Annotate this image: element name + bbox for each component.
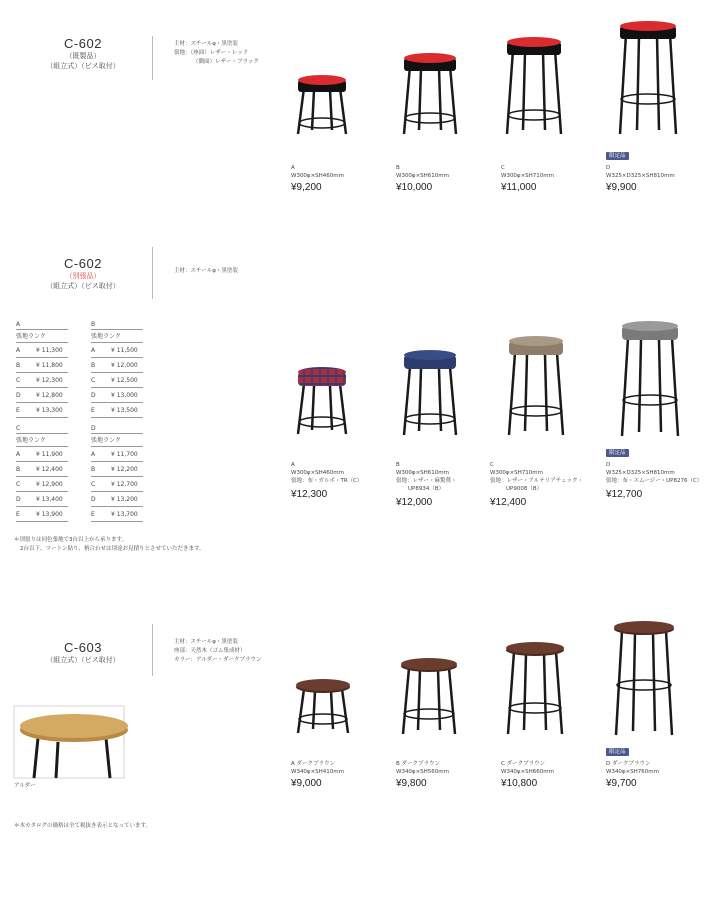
spec-text — [174, 40, 259, 67]
spec-line: 座部：天然木（ゴム集成材） — [174, 648, 246, 654]
table-row: B ¥ 11,800 — [16, 358, 68, 373]
product-price: ¥12,300 — [291, 489, 328, 500]
table-row: E ¥ 13,300 — [16, 403, 68, 418]
table-row: E ¥ 13,700 — [91, 507, 143, 522]
stool-image — [292, 70, 352, 140]
product-caption — [490, 461, 583, 493]
model-name: C-602 — [64, 256, 102, 271]
limited-badge: 限定品 — [606, 152, 629, 160]
stool-image — [614, 16, 682, 140]
product-label: A ダークブラウン — [291, 761, 336, 767]
table-row: D ¥ 13,200 — [91, 492, 143, 507]
table-row: C ¥ 12,300 — [16, 373, 68, 388]
product-dims: W325×D325×SH810mm — [606, 173, 675, 179]
product-dims: W300φ×SH710mm — [501, 173, 555, 179]
model-name: C-603 — [64, 640, 102, 655]
product-caption — [396, 164, 449, 180]
product-dims: W340φ×SH760mm — [606, 769, 660, 775]
spec-line: 主材：スチールφ・黒塗装 — [174, 268, 238, 274]
product-fabric-code: UP8934（B） — [408, 486, 445, 492]
model-assembly: （組立式）（ビス取付） — [46, 282, 120, 290]
stool-image — [610, 619, 678, 741]
product-fabric-code: UP9008（B） — [506, 486, 543, 492]
model-assembly: （組立式）（ビス取付） — [46, 62, 120, 70]
tax-footnote: ＊本カタログの価格は全て税抜き表示となっています。 — [14, 823, 152, 829]
divider — [152, 624, 153, 676]
table-row: A ¥ 11,500 — [91, 343, 143, 358]
stool-image — [398, 347, 462, 441]
product-dims: W300φ×SH460mm — [291, 470, 345, 476]
product-caption — [291, 461, 363, 485]
stool-image — [502, 640, 568, 740]
stool-image — [501, 32, 567, 140]
spec-line: カラー：アルダー・ダークブラウン — [174, 657, 262, 663]
divider — [152, 247, 153, 299]
product-caption — [501, 760, 554, 776]
price-table — [16, 320, 68, 418]
table-row: B ¥ 12,000 — [91, 358, 143, 373]
spec-text — [174, 267, 238, 276]
product-dims: W300φ×SH460mm — [291, 173, 345, 179]
price-table — [91, 424, 143, 522]
table-row: E ¥ 13,900 — [16, 507, 68, 522]
table-title: C — [16, 424, 68, 434]
spec-line: 主材：スチールφ・黒塗装 — [174, 639, 238, 645]
product-caption — [396, 461, 457, 493]
product-caption — [396, 760, 449, 776]
table-row: D ¥ 13,000 — [91, 388, 143, 403]
product-dims: W325×D325×SH810mm — [606, 470, 675, 476]
table-row: B ¥ 12,400 — [16, 462, 68, 477]
product-dims: W300φ×SH610mm — [396, 470, 450, 476]
product-price: ¥12,000 — [396, 497, 433, 508]
price-table — [91, 320, 143, 418]
order-note — [14, 536, 205, 554]
product-caption — [291, 164, 344, 180]
product-caption — [501, 164, 554, 180]
product-dims: W340φ×SH410mm — [291, 769, 345, 775]
price-table — [16, 424, 68, 522]
product-fabric: 張地：レザー・アルテリアチェック・ — [490, 478, 584, 484]
divider — [152, 36, 153, 80]
product-caption — [606, 164, 675, 180]
seat-top — [298, 75, 346, 85]
table-row: A ¥ 11,700 — [91, 447, 143, 462]
table-head: 張地ランク — [91, 434, 143, 447]
model-name: C-602 — [64, 36, 102, 51]
note-line: ＊別張りは同色張地で3台以上から承ります。 — [14, 537, 128, 543]
foot-ring — [299, 118, 345, 128]
table-row: A ¥ 11,300 — [16, 343, 68, 358]
swatch-label: アルダー — [14, 783, 36, 789]
note-line: 2台以下、ツートン貼り、柄合わせは別途お見積りとさせていただきます。 — [20, 546, 205, 552]
table-row: B ¥ 12,200 — [91, 462, 143, 477]
product-price: ¥9,700 — [606, 778, 637, 789]
table-head: 張地ランク — [16, 434, 68, 447]
product-label: B ダークブラウン — [396, 761, 441, 767]
table-row: C ¥ 12,700 — [91, 477, 143, 492]
product-price: ¥9,200 — [291, 182, 322, 193]
wood-swatch-image — [14, 706, 124, 778]
table-head: 張地ランク — [91, 330, 143, 343]
product-dims: W340φ×SH560mm — [396, 769, 450, 775]
product-label: B — [396, 165, 400, 171]
product-price: ¥10,000 — [396, 182, 433, 193]
product-caption — [606, 760, 659, 776]
product-price: ¥9,900 — [606, 182, 637, 193]
product-dims: W340φ×SH660mm — [501, 769, 555, 775]
product-fabric: 張地：布・スムージー・UP8276（C） — [606, 478, 703, 484]
section1-header — [14, 36, 152, 71]
section2-header — [14, 256, 152, 291]
table-row: D ¥ 12,800 — [16, 388, 68, 403]
product-label: D — [606, 462, 611, 468]
product-label: D ダークブラウン — [606, 761, 651, 767]
stool-image — [503, 333, 569, 441]
limited-badge: 限定品 — [606, 748, 629, 756]
table-row: C ¥ 12,500 — [91, 373, 143, 388]
product-label: C — [501, 165, 505, 171]
spec-text — [174, 638, 262, 665]
stool-image — [292, 364, 352, 440]
product-label: A — [291, 165, 295, 171]
table-title: D — [91, 424, 143, 434]
product-fabric: 張地：布・ガルボ・TR（C） — [291, 478, 363, 484]
product-caption — [291, 760, 344, 776]
product-label: D — [606, 165, 611, 171]
limited-badge: 限定品 — [606, 449, 629, 457]
product-label: C — [490, 462, 494, 468]
product-caption — [606, 461, 702, 485]
table-head: 張地ランク — [16, 330, 68, 343]
product-price: ¥11,000 — [501, 182, 537, 193]
product-label: B — [396, 462, 400, 468]
spec-line: 主材：スチールφ・黒塗装 — [174, 41, 238, 47]
product-price: ¥9,800 — [396, 778, 427, 789]
product-price: ¥12,700 — [606, 489, 643, 500]
product-dims: W300φ×SH710mm — [490, 470, 544, 476]
table-row: A ¥ 11,900 — [16, 447, 68, 462]
stool-image — [397, 656, 461, 740]
table-title: A — [16, 320, 68, 330]
table-row: E ¥ 13,500 — [91, 403, 143, 418]
model-type: （既製品） — [65, 52, 101, 60]
model-type: （別張品） — [65, 272, 101, 280]
product-price: ¥10,800 — [501, 778, 538, 789]
table-title: B — [91, 320, 143, 330]
table-row: D ¥ 13,400 — [16, 492, 68, 507]
table-row: C ¥ 12,900 — [16, 477, 68, 492]
model-assembly: （組立式）（ビス取付） — [46, 656, 120, 664]
product-dims: W300φ×SH610mm — [396, 173, 450, 179]
spec-line: 張地：（座面）レザー・レッド — [174, 50, 249, 56]
stool-image — [292, 677, 354, 739]
stool-image — [398, 48, 462, 140]
section3-header — [14, 640, 152, 665]
product-fabric: 張地：レザー・麻驚鶯・ — [396, 478, 457, 484]
product-label: C ダークブラウン — [501, 761, 546, 767]
product-price: ¥9,000 — [291, 778, 322, 789]
stool-image — [616, 318, 684, 442]
product-price: ¥12,400 — [490, 497, 527, 508]
product-label: A — [291, 462, 295, 468]
spec-line: （側面）レザー・ブラック — [193, 59, 259, 65]
